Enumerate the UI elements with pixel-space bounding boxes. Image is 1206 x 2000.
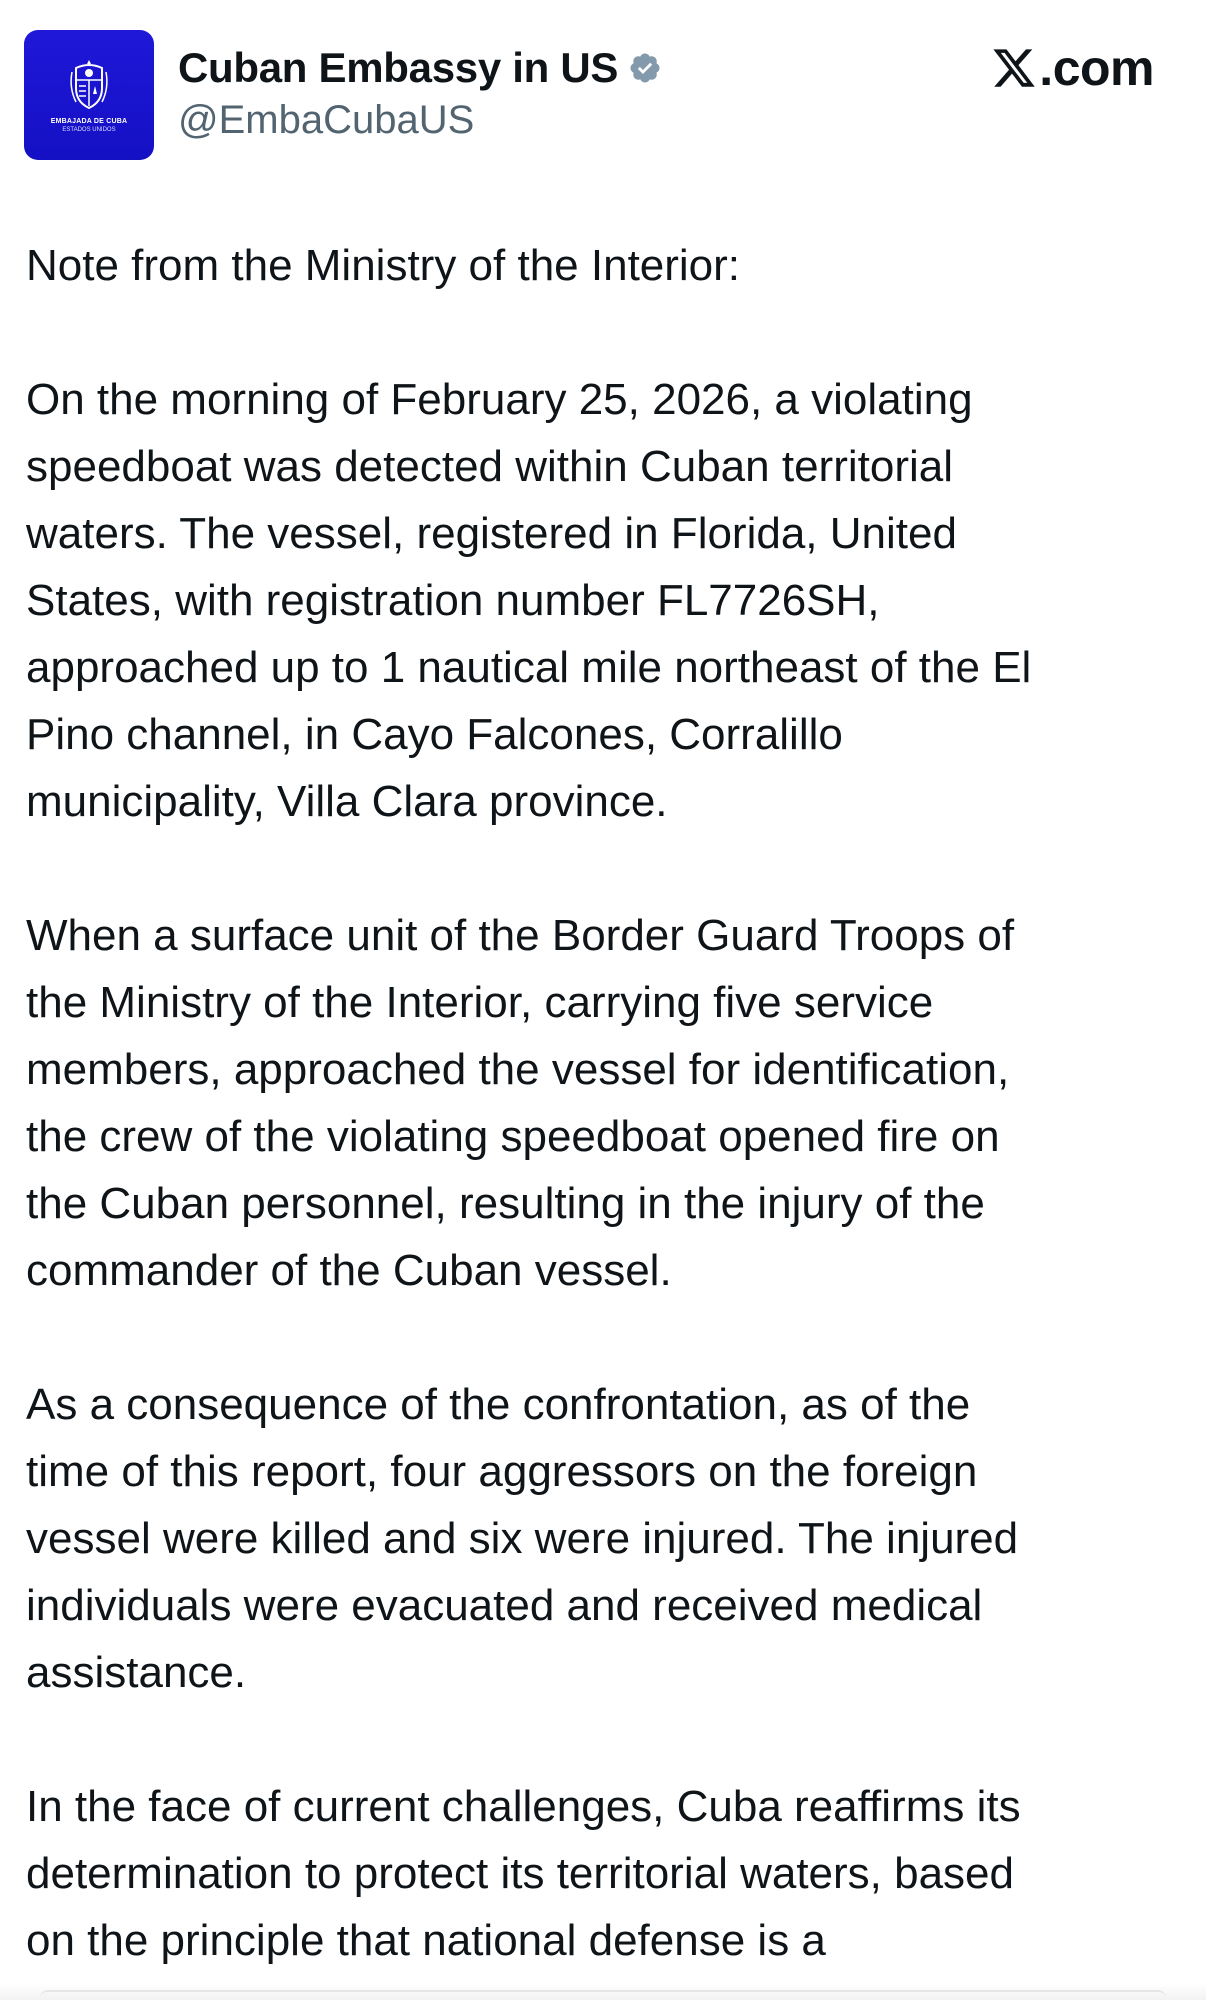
post-paragraph-2: On the morning of February 25, 2026, a violating speedboat was detected within Cuban territorial waters. The vessel, registered in Florida, United States, with registration number FL7726SH, approached up to 1 nautical mile northeast of the El Pino channel, in Cayo Falcones, Corralillo municipality, Villa Clara province. <box>26 375 1032 826</box>
verified-badge-icon[interactable] <box>628 51 662 85</box>
x-logo-icon <box>991 45 1037 91</box>
author-name-row <box>178 44 662 92</box>
post-paragraph-4: As a consequence of the confrontation, as of the time of this report, four aggressors on the foreign vessel were killed and six were injured. The injured individuals were evacuated and received medical assistance. <box>26 1380 1019 1697</box>
author-handle[interactable]: @EmbaCubaUS <box>178 98 475 142</box>
bottom-sheet-edge <box>40 1990 1166 1998</box>
avatar[interactable] <box>24 30 154 160</box>
post-paragraph-1: Note from the Ministry of the Interior: <box>26 241 741 290</box>
embassy-crest-icon <box>68 58 110 112</box>
post-paragraph-5: In the face of current challenges, Cuba reaffirms its determination to protect its territorial waters, based on the principle that national defense is a <box>26 1782 1021 1965</box>
brand-suffix: .com <box>1039 40 1154 96</box>
post-header <box>0 0 1206 180</box>
x-brand-watermark <box>991 40 1154 96</box>
author-display-name[interactable]: Cuban Embassy in US <box>178 44 619 91</box>
avatar-text-line1: EMBAJADA DE CUBA <box>50 117 128 125</box>
post-body <box>26 232 1186 2000</box>
avatar-text-line2: ESTADOS UNIDOS <box>62 126 116 133</box>
post-paragraph-3: When a surface unit of the Border Guard Troops of the Ministry of the Interior, carrying five service members, approached the vessel for identification, the crew of the violating speedboat opened fire on the Cuban personnel, resulting in the injury of the commander of the Cuban vessel. <box>26 911 1015 1295</box>
